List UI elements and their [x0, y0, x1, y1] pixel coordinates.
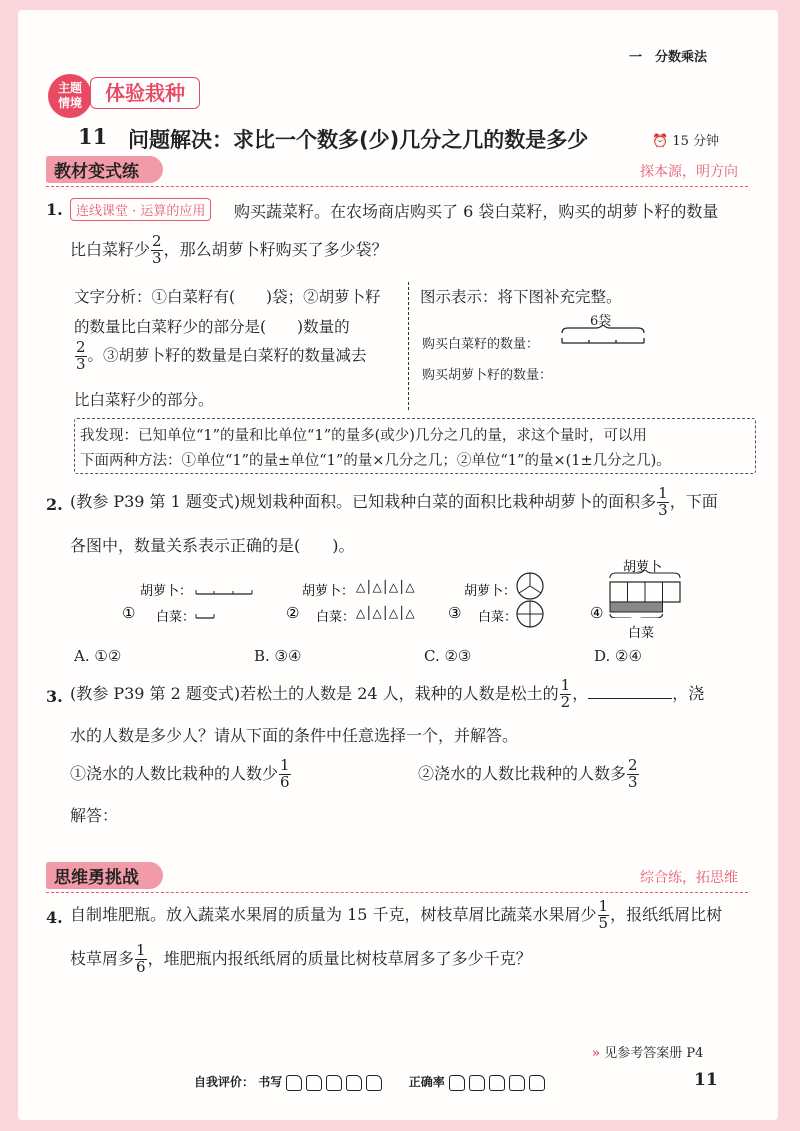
q1-analysis-line4: 比白菜籽少的部分。 — [74, 391, 214, 409]
theme-title: 体验栽种 — [90, 77, 200, 109]
q1-discovery-line1: 我发现：已知单位“1”的量和比单位“1”的量多(或少)几分之几的量，求这个量时，可以用 — [80, 428, 647, 444]
q1-badge: 连线课堂 · 运算的应用 — [70, 198, 211, 221]
q2-fig2-top-triangles: △│△│△│△ — [356, 580, 415, 594]
q2-fig1-bottom-label: 白菜： — [156, 610, 196, 625]
q4-number: 4. — [46, 908, 63, 927]
q3-answer-label: 解答： — [70, 806, 119, 825]
q2-fig2-bottom-label: 白菜： — [316, 610, 356, 625]
q2-fig2-number: ② — [286, 604, 300, 622]
q2-fig2-top-label: 胡萝卜： — [302, 584, 355, 599]
theme-badge-text: 主题情境 — [57, 81, 82, 110]
q1-diagram-brace-label: 6袋 — [590, 314, 612, 329]
chapter-label: 一 分数乘法 — [629, 50, 708, 65]
q4-fraction1: $\frac{1}{5}$ — [598, 897, 609, 932]
q3-line1: (教参 P39 第 2 题变式)若松土的人数是 24 人，栽种的人数是松土的 $\frac{1}{2}$ ， ，浇 — [70, 676, 705, 711]
lesson-title: 问题解决：求比一个数多(少)几分之几的数是多少 — [128, 128, 589, 152]
q2-number: 2. — [46, 495, 63, 514]
thumb-icon[interactable] — [449, 1075, 465, 1091]
q2-fig4-bottom-label: 白菜 — [628, 626, 655, 641]
thumb-icon[interactable] — [306, 1075, 322, 1091]
q2-fig3-bottom-label: 白菜： — [478, 610, 518, 625]
q2-fig2-bottom-triangles: △│△│△│△ — [356, 606, 415, 620]
q3-condition1[interactable]: ①浇水的人数比栽种的人数少 $\frac{1}{6}$ — [70, 756, 290, 791]
self-evaluation: 自我评价： 书写 正确率 — [194, 1073, 549, 1091]
answer-reference: » 见参考答案册 P4 — [592, 1046, 704, 1061]
q1-diagram-title: 图示表示：将下图补充完整。 — [420, 288, 622, 306]
q1-analysis-line1: 文字分析：①白菜籽有( )袋；②胡萝卜籽 — [74, 288, 381, 306]
q3-condition2[interactable]: ②浇水的人数比栽种的人数多 $\frac{2}{3}$ — [418, 756, 638, 791]
q2-option-d[interactable]: D. ②④ — [594, 647, 642, 665]
q2-fig4-bars — [604, 570, 688, 618]
q2-option-a[interactable]: A. ①② — [74, 647, 122, 665]
thumb-icon[interactable] — [346, 1075, 362, 1091]
q2-fig3-top-label: 胡萝卜： — [464, 584, 517, 599]
q4-fraction2: $\frac{1}{6}$ — [136, 941, 146, 976]
page-number: 11 — [694, 1070, 718, 1090]
q2-fig1-number: ① — [122, 604, 136, 622]
writing-rating[interactable] — [286, 1075, 386, 1089]
q1-number: 1. — [46, 200, 63, 219]
q3-number: 3. — [46, 687, 63, 706]
q2-fig1-bottom-bar — [194, 606, 218, 620]
q2-fig4-number: ④ — [590, 604, 604, 622]
q1-vertical-divider — [408, 282, 409, 410]
thumb-icon[interactable] — [326, 1075, 342, 1091]
accuracy-rating[interactable] — [449, 1075, 549, 1089]
q2-line2: 各图中，数量关系表示正确的是( )。 — [70, 536, 355, 555]
q4-line1: 自制堆肥瓶。放入蔬菜水果屑的质量为 15 千克，树枝草屑比蔬菜水果屑少 $\frac{1}{5}$ ，报纸纸屑比树 — [70, 897, 723, 932]
section-title-thinking-challenge: 思维勇挑战 — [46, 862, 163, 889]
theme-badge — [48, 74, 92, 118]
thumb-icon[interactable] — [529, 1075, 545, 1091]
q2-fig4-top-label: 胡萝卜 — [623, 560, 663, 575]
q3-fraction: $\frac{1}{2}$ — [560, 676, 571, 711]
thumb-icon[interactable] — [489, 1075, 505, 1091]
section-tag-2: 综合练，拓思维 — [640, 870, 738, 886]
q2-line1: (教参 P39 第 1 题变式)规划栽种面积。已知栽种白菜的面积比栽种胡萝卜的面积多 $\frac{1}{3}$ ，下面 — [70, 484, 718, 519]
q1-analysis-line2: 的数量比白菜籽少的部分是( )数量的 — [74, 318, 350, 336]
q2-fig3-bottom-circle — [514, 598, 546, 630]
q4-line2: 枝草屑多 $\frac{1}{6}$ ，堆肥瓶内报纸纸屑的质量比树枝草屑多了多少千克？ — [70, 941, 532, 976]
q1-fraction: $\frac{2}{3}$ — [152, 232, 162, 267]
q2-option-b[interactable]: B. ③④ — [254, 647, 302, 665]
q2-fig1-top-label: 胡萝卜： — [140, 584, 193, 599]
q1-discovery-line2: 下面两种方法：①单位“1”的量±单位“1”的量×几分之几；②单位“1”的量×(1±几分之几)。 — [80, 453, 671, 469]
lesson-number: 11 — [78, 124, 108, 149]
q1-diagram-row2: 购买胡萝卜籽的数量： — [422, 368, 553, 383]
thumb-icon[interactable] — [286, 1075, 302, 1091]
q2-fig1-top-bar — [194, 582, 254, 596]
double-chevron-icon: » — [592, 1046, 601, 1061]
worksheet-page — [18, 10, 778, 1120]
q3-answer-blank[interactable] — [588, 698, 672, 699]
q1-segment-diagram — [558, 325, 648, 349]
thumb-icon[interactable] — [469, 1075, 485, 1091]
q1-line2: 比白菜籽少 $\frac{2}{3}$ ，那么胡萝卜籽购买了多少袋？ — [70, 232, 388, 267]
thumb-icon[interactable] — [509, 1075, 525, 1091]
thumb-icon[interactable] — [366, 1075, 382, 1091]
q1-diagram-row1: 购买白菜籽的数量： — [422, 337, 540, 352]
q1-line1: 购买蔬菜籽。在农场商店购买了 6 袋白菜籽，购买的胡萝卜籽的数量 — [234, 202, 719, 221]
lesson-time: ⏰ 15 分钟 — [652, 134, 720, 149]
q3-line2: 水的人数是多少人？请从下面的条件中任意选择一个，并解答。 — [70, 726, 519, 745]
q1-analysis-line3: $\frac{2}{3}$ 。③胡萝卜籽的数量是白菜籽的数量减去 — [76, 338, 367, 373]
section-divider-1 — [46, 186, 748, 187]
q1-analysis-fraction: $\frac{2}{3}$ — [76, 338, 86, 373]
section-tag-1: 探本源，明方向 — [640, 164, 738, 180]
section-divider-2 — [46, 892, 748, 893]
q2-option-c[interactable]: C. ②③ — [424, 647, 472, 665]
section-title-textbook-variants: 教材变式练 — [46, 156, 163, 183]
q2-fraction: $\frac{1}{3}$ — [658, 484, 668, 519]
clock-icon: ⏰ — [652, 134, 669, 149]
q2-fig3-number: ③ — [448, 604, 462, 622]
